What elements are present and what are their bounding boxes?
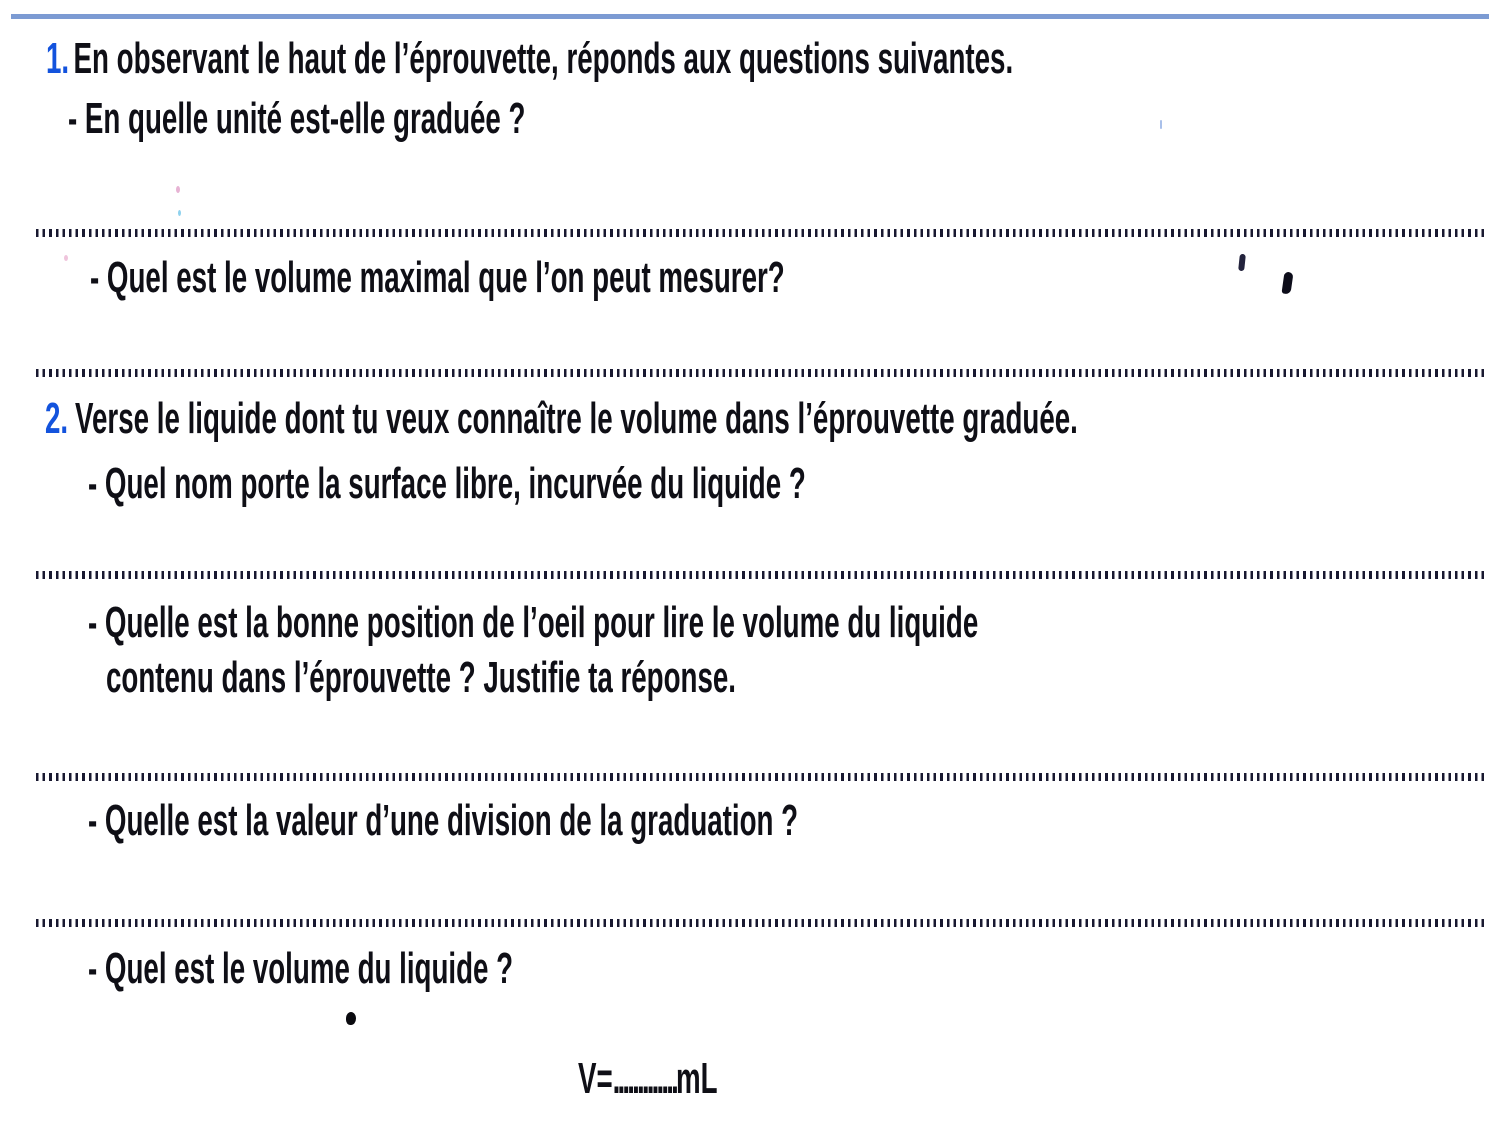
ink-mark xyxy=(1238,254,1246,272)
volume-answer-dots: ............. xyxy=(612,1054,676,1103)
question1-sub2: - Quel est le volume maximal que l’on peut mesurer? xyxy=(90,253,785,302)
volume-answer-prefix: V= xyxy=(578,1054,613,1103)
volume-answer-unit: mL xyxy=(675,1054,718,1103)
question2-number: 2. xyxy=(45,394,69,443)
question1-number: 1. xyxy=(46,34,70,83)
question2-sub2-line1: - Quelle est la bonne position de l’oeil pour lire le volume du liquide xyxy=(88,598,979,647)
question2-sub1: - Quel nom porte la surface libre, incurvée du liquide ? xyxy=(88,459,806,508)
answer-dotted-line-1 xyxy=(36,229,1487,237)
question2-prompt xyxy=(45,394,1078,443)
volume-answer-field xyxy=(578,1054,718,1103)
question1-sub1: - En quelle unité est-elle graduée ? xyxy=(68,94,526,143)
scan-speck xyxy=(64,255,68,261)
answer-dotted-line-5 xyxy=(36,919,1487,927)
top-divider-rule xyxy=(11,14,1489,19)
scan-speck xyxy=(178,210,181,216)
question1-prompt xyxy=(46,34,1013,83)
ink-mark xyxy=(1282,271,1294,294)
answer-dotted-line-3 xyxy=(36,571,1487,579)
question1-prompt-text: En observant le haut de l’éprouvette, réponds aux questions suivantes. xyxy=(73,34,1014,83)
answer-dotted-line-2 xyxy=(36,369,1487,377)
question2-sub4: - Quel est le volume du liquide ? xyxy=(88,944,514,993)
scan-speck xyxy=(176,186,180,193)
question2-sub3: - Quelle est la valeur d’une division de la graduation ? xyxy=(88,796,799,845)
answer-dotted-line-4 xyxy=(36,773,1487,781)
ink-dot xyxy=(346,1012,356,1025)
scan-speck xyxy=(1160,120,1162,129)
question2-prompt-text: Verse le liquide dont tu veux connaître le volume dans l’éprouvette graduée. xyxy=(75,394,1078,443)
question2-sub2-line2: contenu dans l’éprouvette ? Justifie ta réponse. xyxy=(106,653,736,702)
